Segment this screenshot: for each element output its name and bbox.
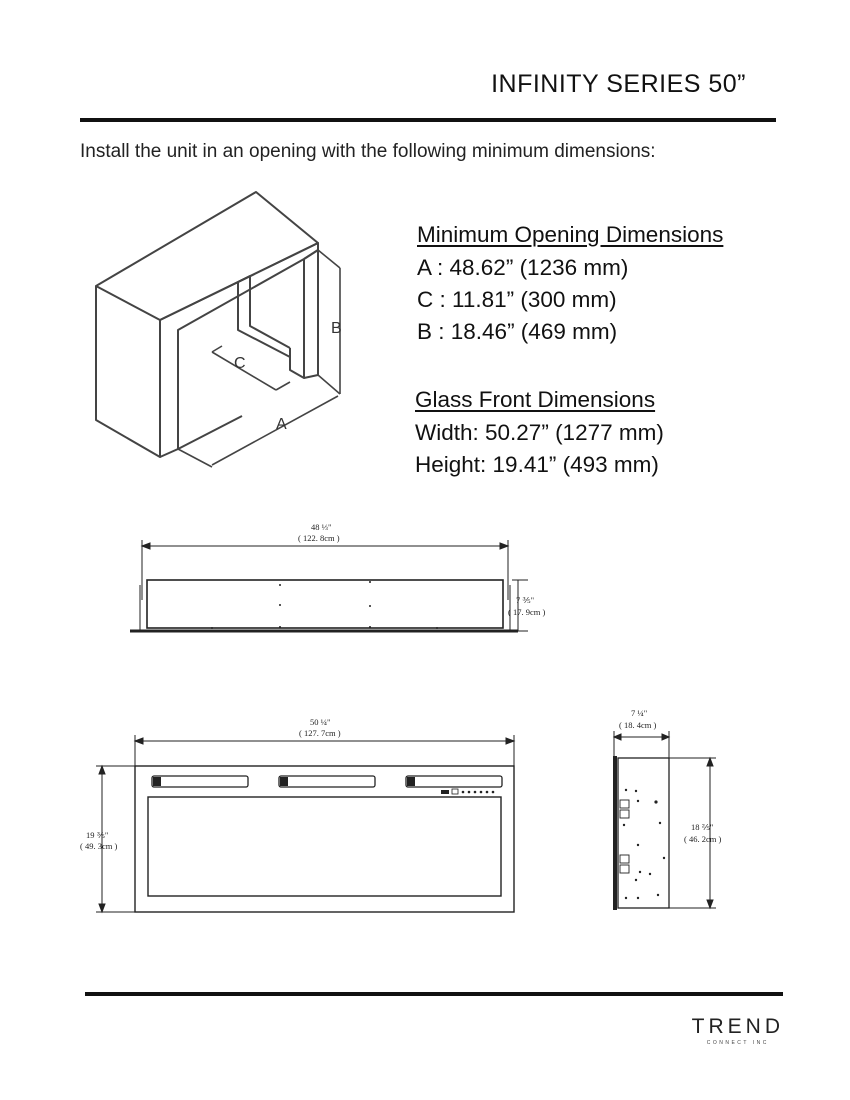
side-height-cm: ( 46. 2cm ) (684, 834, 722, 844)
label-c: C (234, 355, 246, 372)
footer-divider (85, 992, 783, 996)
page-title: INFINITY SERIES 50” (491, 70, 746, 98)
brand-name: TREND (691, 1015, 784, 1038)
glass-dimensions-heading: Glass Front Dimensions (415, 387, 656, 412)
side-depth-in: 7 ¼" (631, 708, 648, 718)
top-width-cm: ( 122. 8cm ) (298, 533, 340, 543)
label-b: B (331, 320, 342, 337)
brand-logo (692, 1015, 784, 1046)
label-a: A (276, 416, 287, 433)
top-width-in: 48 ⅓" (311, 522, 332, 532)
front-height-in: 19 ⅗" (86, 830, 109, 840)
brand-subtitle: CONNECT INC (706, 1040, 769, 1046)
top-depth-cm: ( 17. 9cm ) (508, 607, 546, 617)
opening-dimension-a: A : 48.62” (1236 mm) (417, 255, 629, 280)
front-width-in: 50 ¼" (310, 717, 331, 727)
front-width-cm: ( 127. 7cm ) (299, 728, 341, 738)
intro-text: Install the unit in an opening with the following minimum dimensions: (80, 141, 656, 162)
top-depth-in: 7 ⅗" (516, 595, 535, 605)
opening-dimensions-heading: Minimum Opening Dimensions (417, 222, 724, 247)
glass-width: Width: 50.27” (1277 mm) (415, 420, 664, 445)
opening-dimension-c: C : 11.81” (300 mm) (417, 287, 617, 312)
side-height-in: 18 ⅖" (691, 822, 714, 832)
glass-height: Height: 19.41” (493 mm) (415, 452, 659, 477)
side-depth-cm: ( 18. 4cm ) (619, 720, 657, 730)
opening-dimension-b: B : 18.46” (469 mm) (417, 319, 618, 344)
front-height-cm: ( 49. 3cm ) (80, 841, 118, 851)
